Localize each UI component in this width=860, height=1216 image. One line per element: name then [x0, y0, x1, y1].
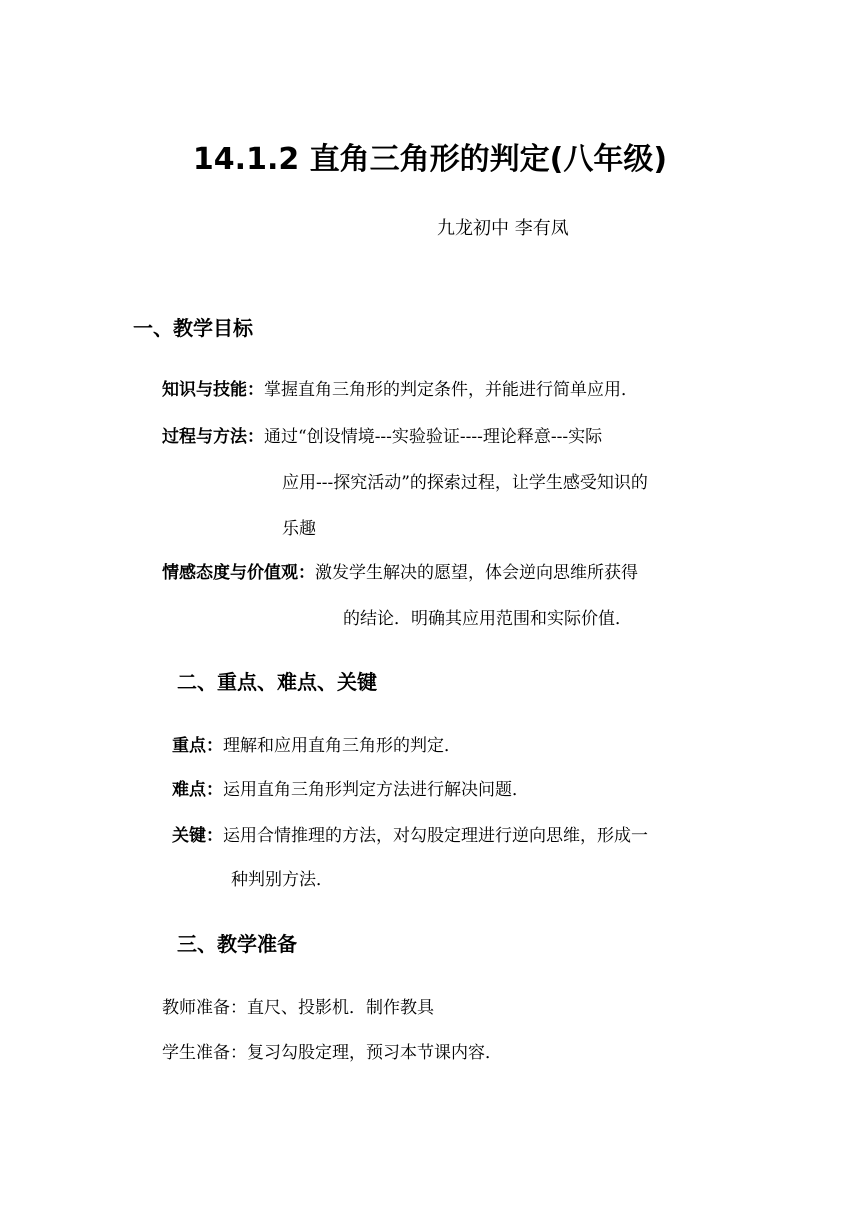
knowledge-skills-label: 知识与技能：	[162, 380, 264, 400]
teacher-preparation: 教师准备：直尺、投影机．制作教具	[162, 998, 434, 1018]
emotion-values-line-1: 激发学生解决的愿望，体会逆向思维所获得	[315, 563, 638, 583]
knowledge-skills-text: 掌握直角三角形的判定条件，并能进行简单应用．	[264, 380, 638, 400]
process-methods-line-3: 乐趣	[282, 519, 316, 539]
focus-text: 理解和应用直角三角形的判定．	[223, 736, 461, 756]
document-title: 14.1.2 直角三角形的判定(八年级)	[192, 142, 668, 177]
section-heading-objectives: 一、教学目标	[133, 316, 253, 340]
section-heading-key-points: 二、重点、难点、关键	[177, 670, 377, 694]
author-line: 九龙初中 李有凤	[437, 218, 569, 239]
key-label: 关键：	[172, 826, 223, 846]
process-methods-row	[162, 424, 602, 450]
difficulty-row	[172, 777, 529, 803]
difficulty-text: 运用直角三角形判定方法进行解决问题．	[223, 780, 529, 800]
process-methods-line-1: 通过“创设情境---实验验证----理论释意---实际	[264, 427, 603, 447]
key-line-2: 种判别方法．	[231, 870, 333, 890]
section-heading-preparation: 三、教学准备	[177, 932, 297, 956]
focus-row	[172, 733, 461, 759]
emotion-values-label: 情感态度与价值观：	[162, 563, 315, 583]
student-preparation: 学生准备：复习勾股定理，预习本节课内容．	[162, 1043, 502, 1063]
key-row	[172, 823, 648, 849]
emotion-values-line-2: 的结论．明确其应用范围和实际价值．	[343, 609, 632, 629]
emotion-values-row	[162, 560, 638, 586]
focus-label: 重点：	[172, 736, 223, 756]
difficulty-label: 难点：	[172, 780, 223, 800]
process-methods-line-2: 应用---探究活动”的探索过程，让学生感受知识的	[282, 473, 648, 493]
key-line-1: 运用合情推理的方法，对勾股定理进行逆向思维，形成一	[223, 826, 648, 846]
knowledge-skills-row	[162, 377, 638, 403]
process-methods-label: 过程与方法：	[162, 427, 264, 447]
